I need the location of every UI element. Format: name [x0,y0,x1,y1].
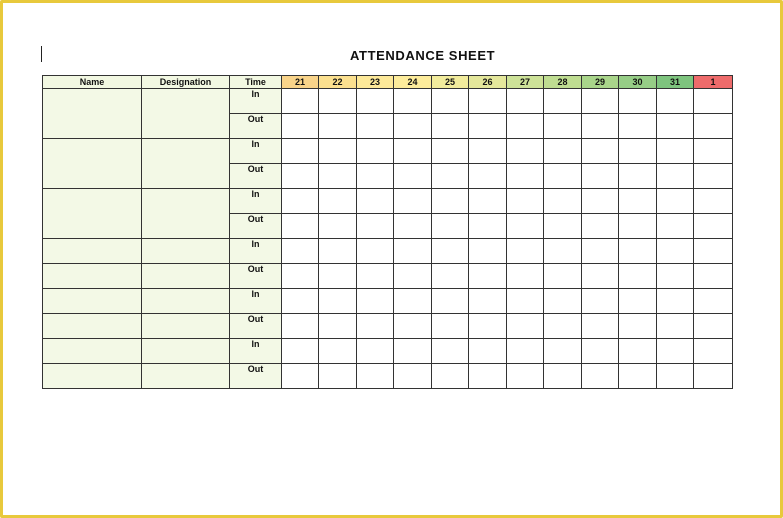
attendance-cell[interactable] [694,339,733,364]
attendance-cell[interactable] [394,164,432,189]
attendance-cell[interactable] [357,364,394,389]
attendance-cell[interactable] [619,289,657,314]
attendance-cell[interactable] [619,164,657,189]
table-row [43,189,733,214]
attendance-cell[interactable] [582,214,619,239]
attendance-cell[interactable] [619,114,657,139]
attendance-cell[interactable] [507,289,544,314]
attendance-cell[interactable] [394,239,432,264]
name-input-cell[interactable] [43,239,142,264]
header-date-23: 23 [357,76,394,89]
attendance-cell[interactable] [357,164,394,189]
attendance-cell[interactable] [507,339,544,364]
attendance-cell[interactable] [619,264,657,289]
attendance-cell[interactable] [469,164,507,189]
attendance-cell[interactable] [357,89,394,114]
table-row [43,239,733,264]
attendance-cell[interactable] [469,214,507,239]
attendance-cell[interactable] [582,339,619,364]
attendance-cell[interactable] [319,139,357,164]
attendance-cell[interactable] [619,139,657,164]
attendance-cell[interactable] [394,314,432,339]
attendance-cell[interactable] [319,89,357,114]
header-date-30: 30 [619,76,657,89]
attendance-cell[interactable] [469,339,507,364]
attendance-cell[interactable] [357,264,394,289]
attendance-cell[interactable] [394,139,432,164]
attendance-cell[interactable] [432,114,469,139]
attendance-cell[interactable] [394,364,432,389]
name-input-cell[interactable] [43,189,142,239]
attendance-cell[interactable] [469,189,507,214]
attendance-cell[interactable] [469,364,507,389]
designation-input-cell[interactable] [142,339,230,364]
attendance-cell[interactable] [469,114,507,139]
name-input-cell[interactable] [43,264,142,289]
attendance-cell[interactable] [282,189,319,214]
time-label-out: Out [230,314,282,339]
attendance-cell[interactable] [507,264,544,289]
attendance-cell[interactable] [694,164,733,189]
attendance-cell[interactable] [432,189,469,214]
header-designation: Designation [142,76,230,89]
attendance-cell[interactable] [582,89,619,114]
attendance-cell[interactable] [619,239,657,264]
attendance-cell[interactable] [469,239,507,264]
header-date-27: 27 [507,76,544,89]
attendance-cell[interactable] [432,364,469,389]
header-date-24: 24 [394,76,432,89]
attendance-cell[interactable] [319,114,357,139]
attendance-cell[interactable] [507,89,544,114]
attendance-cell[interactable] [319,164,357,189]
attendance-cell[interactable] [432,214,469,239]
attendance-cell[interactable] [657,239,694,264]
designation-input-cell[interactable] [142,264,230,289]
attendance-cell[interactable] [357,214,394,239]
header-date-1: 1 [694,76,733,89]
attendance-cell[interactable] [619,189,657,214]
time-label-out: Out [230,164,282,189]
attendance-cell[interactable] [507,314,544,339]
header-date-28: 28 [544,76,582,89]
attendance-cell[interactable] [432,339,469,364]
attendance-cell[interactable] [657,364,694,389]
attendance-cell[interactable] [357,139,394,164]
header-time: Time [230,76,282,89]
attendance-cell[interactable] [469,289,507,314]
sheet-title: ATTENDANCE SHEET [350,48,496,63]
attendance-cell[interactable] [544,264,582,289]
attendance-cell[interactable] [469,314,507,339]
attendance-cell[interactable] [582,139,619,164]
attendance-cell[interactable] [469,264,507,289]
attendance-cell[interactable] [619,314,657,339]
designation-input-cell[interactable] [142,189,230,239]
attendance-cell[interactable] [282,214,319,239]
attendance-cell[interactable] [319,289,357,314]
attendance-cell[interactable] [657,114,694,139]
designation-input-cell[interactable] [142,364,230,389]
attendance-cell[interactable] [544,189,582,214]
attendance-cell[interactable] [657,264,694,289]
attendance-cell[interactable] [507,214,544,239]
attendance-cell[interactable] [694,239,733,264]
attendance-cell[interactable] [432,139,469,164]
attendance-cell[interactable] [619,214,657,239]
attendance-cell[interactable] [657,164,694,189]
header-date-26: 26 [469,76,507,89]
attendance-cell[interactable] [507,364,544,389]
attendance-cell[interactable] [507,239,544,264]
attendance-cell[interactable] [582,114,619,139]
attendance-cell[interactable] [582,264,619,289]
table-row [43,364,733,389]
attendance-cell[interactable] [694,289,733,314]
header-date-22: 22 [319,76,357,89]
attendance-cell[interactable] [432,239,469,264]
designation-input-cell[interactable] [142,314,230,339]
time-label-in: In [230,139,282,164]
attendance-cell[interactable] [657,214,694,239]
attendance-cell[interactable] [357,114,394,139]
attendance-cell[interactable] [394,189,432,214]
name-input-cell[interactable] [43,139,142,189]
attendance-cell[interactable] [394,339,432,364]
attendance-cell[interactable] [544,114,582,139]
attendance-cell[interactable] [319,314,357,339]
table-row [43,339,733,364]
attendance-cell[interactable] [657,289,694,314]
attendance-cell[interactable] [469,139,507,164]
attendance-cell[interactable] [282,239,319,264]
attendance-cell[interactable] [357,339,394,364]
attendance-cell[interactable] [694,114,733,139]
attendance-cell[interactable] [507,164,544,189]
attendance-cell[interactable] [357,189,394,214]
name-input-cell[interactable] [43,289,142,314]
designation-input-cell[interactable] [142,289,230,314]
attendance-cell[interactable] [694,189,733,214]
attendance-cell[interactable] [432,289,469,314]
header-date-31: 31 [657,76,694,89]
attendance-cell[interactable] [544,89,582,114]
attendance-cell[interactable] [507,189,544,214]
attendance-cell[interactable] [582,239,619,264]
attendance-cell[interactable] [544,239,582,264]
time-label-in: In [230,339,282,364]
attendance-cell[interactable] [357,314,394,339]
attendance-cell[interactable] [544,364,582,389]
attendance-cell[interactable] [582,314,619,339]
attendance-cell[interactable] [657,139,694,164]
attendance-cell[interactable] [319,214,357,239]
table-row [43,314,733,339]
attendance-cell[interactable] [657,189,694,214]
time-label-out: Out [230,214,282,239]
designation-input-cell[interactable] [142,139,230,189]
time-label-in: In [230,239,282,264]
attendance-cell[interactable] [544,214,582,239]
attendance-cell[interactable] [432,89,469,114]
attendance-cell[interactable] [694,364,733,389]
attendance-cell[interactable] [507,139,544,164]
name-input-cell[interactable] [43,364,142,389]
attendance-cell[interactable] [619,89,657,114]
attendance-cell[interactable] [657,339,694,364]
attendance-cell[interactable] [657,89,694,114]
attendance-cell[interactable] [544,314,582,339]
time-label-in: In [230,189,282,214]
text-cursor [41,46,42,62]
attendance-cell[interactable] [582,364,619,389]
attendance-cell[interactable] [544,289,582,314]
attendance-cell[interactable] [282,139,319,164]
attendance-table [42,75,733,389]
attendance-cell[interactable] [694,139,733,164]
attendance-cell[interactable] [357,239,394,264]
attendance-cell[interactable] [694,214,733,239]
attendance-cell[interactable] [694,264,733,289]
attendance-cell[interactable] [319,264,357,289]
attendance-cell[interactable] [582,189,619,214]
header-date-21: 21 [282,76,319,89]
header-date-29: 29 [582,76,619,89]
attendance-cell[interactable] [394,114,432,139]
header-date-25: 25 [432,76,469,89]
attendance-cell[interactable] [582,289,619,314]
name-input-cell[interactable] [43,314,142,339]
attendance-cell[interactable] [544,164,582,189]
attendance-cell[interactable] [694,89,733,114]
attendance-cell[interactable] [357,289,394,314]
attendance-cell[interactable] [619,339,657,364]
attendance-cell[interactable] [319,364,357,389]
name-input-cell[interactable] [43,89,142,139]
table-row [43,289,733,314]
table-row [43,89,733,114]
attendance-cell[interactable] [544,139,582,164]
attendance-cell[interactable] [432,264,469,289]
name-input-cell[interactable] [43,339,142,364]
time-label-out: Out [230,114,282,139]
designation-input-cell[interactable] [142,89,230,139]
attendance-cell[interactable] [619,364,657,389]
table-row [43,139,733,164]
attendance-cell[interactable] [582,164,619,189]
attendance-cell[interactable] [544,339,582,364]
attendance-cell[interactable] [282,314,319,339]
attendance-cell[interactable] [282,264,319,289]
header-row [43,76,733,89]
attendance-cell[interactable] [282,289,319,314]
header-name: Name [43,76,142,89]
time-label-out: Out [230,364,282,389]
attendance-cell[interactable] [394,214,432,239]
attendance-cell[interactable] [319,189,357,214]
attendance-cell[interactable] [469,89,507,114]
attendance-cell[interactable] [282,364,319,389]
time-label-in: In [230,89,282,114]
table-row [43,264,733,289]
attendance-cell[interactable] [282,339,319,364]
attendance-cell[interactable] [507,114,544,139]
attendance-cell[interactable] [282,164,319,189]
attendance-cell[interactable] [394,89,432,114]
attendance-cell[interactable] [657,314,694,339]
time-label-out: Out [230,264,282,289]
attendance-cell[interactable] [394,289,432,314]
attendance-cell[interactable] [319,339,357,364]
attendance-cell[interactable] [432,314,469,339]
designation-input-cell[interactable] [142,239,230,264]
attendance-cell[interactable] [319,239,357,264]
attendance-cell[interactable] [282,114,319,139]
time-label-in: In [230,289,282,314]
attendance-cell[interactable] [394,264,432,289]
attendance-cell[interactable] [432,164,469,189]
attendance-cell[interactable] [282,89,319,114]
attendance-cell[interactable] [694,314,733,339]
